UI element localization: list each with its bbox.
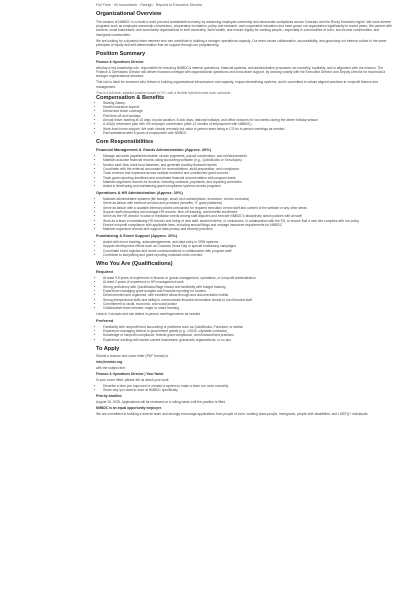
- list-item: • Starting Salary:: [103, 101, 392, 105]
- list-item: • Knowledge of nonprofit compliance, federal grant compliance, and financial best practices: [103, 333, 392, 337]
- list-item: • Serve as the HR director in case of mediation needs among staff disputes and execute NMBDC's disciplinary action policies with all staff: [103, 214, 392, 218]
- list-item: • Work-from-home support. We work closely remotely but value in-person team being in CO for in-person meetings as needed.: [103, 127, 392, 131]
- list-item: • Experience managing federal or government grants (e.g., USDA, city/state contracts): [103, 329, 392, 333]
- financial-list: [96, 154, 392, 189]
- list-item: • At least 2 years of experience in HR management work: [103, 280, 392, 284]
- apply-email-link[interactable]: info@nmbdc.org: [96, 360, 123, 365]
- list-item: • Health insurance stipend: [103, 105, 392, 109]
- apply-list: [96, 384, 392, 393]
- compensation-heading: Compensation & Benefits: [96, 94, 165, 101]
- list-item: • Experience working with worker-owned businesses, grassroots organizations, or co-ops: [103, 338, 392, 342]
- required-list: [96, 276, 392, 311]
- list-item: • At least 3-5 years of experience in finance or grants management, operations, or nonprofit administration: [103, 276, 392, 280]
- job-meta-line: Full Time · 40 hours/week · Raleigh · Reports to Executive Director: [96, 3, 203, 7]
- list-item: • Annual leave: starting at 15 days of paid vacation, 8 sick days, national holidays, and office closures for two weeks during the winter holiday season: [103, 118, 392, 122]
- list-item: • Ensure nonprofit compliance with applicable laws, including annual filings and manage insurance requirements for NMBDC: [103, 223, 392, 227]
- list-item: • Contribute to storytelling and grant reporting materials when needed: [103, 253, 392, 257]
- apply-line-2: with the subject line:: [96, 366, 126, 371]
- apply-line-3: In your cover letter, please tell us about your work: [96, 378, 169, 383]
- list-item: • Paid time off and holidays: [103, 114, 392, 118]
- list-item: • Paid sabbatical after 6 years of employment with NMBDC: [103, 131, 392, 135]
- list-item: • Track revenue and expenses across multiple restricted and unrestricted grant sources: [103, 171, 392, 175]
- org-paragraph-1: The mission of NMBDC is to build a more just and sustainable economy by advancing employee ownership and democratic workplaces across Colorado and the Rocky Mountain region. We have diverse programs such as employee ownership conversions, cooperative incubation, policy and research, and cooperative education and have grown our organization significantly in recent years. We partner with workers, small businesses, and community organizations to shift ownership, build wealth, and ensure dignity for working people—especially in communities of color, low-income communities, and immigrant communities.: [96, 19, 392, 37]
- comp-heading-wrap: [96, 91, 392, 101]
- to-apply-heading: To Apply: [96, 346, 120, 353]
- priority-deadline-text: August 15, 2025. Applications will be reviewed on a rolling basis until the position is filled.: [96, 400, 226, 405]
- position-paragraph-2: This role is ideal for someone who thrives in building organizational infrastructure and capacity, enjoys streamlining systems, and is committed to values aligned practices in nonprofit finance and management.: [96, 80, 378, 89]
- list-item: • Assist with donor tracking, acknowledgements, and data entry in CRM systems: [103, 240, 392, 244]
- list-item: • Monitor cash flow, track fund balances, and generate monthly financial reports: [103, 163, 392, 167]
- preferred-heading: Preferred: [96, 317, 114, 323]
- apply-subject: Finance & Operations Director | Your Name: [96, 372, 164, 377]
- eoe-label: NMBDC is an equal opportunity employer.: [96, 406, 162, 411]
- list-item: • Familiarity with nonprofit fund accounting or platforms such as QuickBooks, Foundant, or similar: [103, 325, 392, 329]
- position-paragraph-1: will play a key leadership role, responsible for ensuring NMBDC's internal operations, financial systems, and administrative processes run smoothly, equitably, and in alignment with our mission. The Finance & Operations Director will deliver financial oversight with organizational operations and cross-team support, by working closely with the Executive Director and Deputy Director for lead build a stronger organizational structure.: [96, 65, 386, 79]
- list-item: • A 401(k) retirement plan with 4% employer contribution (after 12 months of employment with NMBDC): [103, 122, 392, 126]
- list-item: • Assist in developing and maintaining grant compliance systems across programs: [103, 184, 392, 188]
- operations-list: [96, 197, 392, 232]
- org-overview-heading: Organizational Overview: [96, 11, 162, 18]
- position-title: Finance & Operations Director: [96, 59, 144, 64]
- position-summary-heading: Position Summary: [96, 51, 146, 58]
- org-paragraph-2: We are looking for a dynamic team member who can contribute to building a stronger operational capacity. Our team values collaboration, accountability, and grounding our internal culture in the same principles of equity and self-determination that we support through our programming.: [96, 38, 387, 48]
- list-item: • Experience managing grant budgets and financial reporting for funders: [103, 289, 392, 293]
- list-item: • Support staff onboarding and manage HR records, time-off tracking, and benefits enrollment: [103, 210, 392, 214]
- required-note: Lives in Colorado and can attend in-person meetings/events as needed: [96, 312, 201, 317]
- operations-hr-heading: Operations & HR Administration (Approx. 30%): [96, 190, 183, 196]
- apply-line-1: Submit a resume and cover letter (PDF format) to: [96, 354, 169, 359]
- compensation-list: [96, 101, 392, 136]
- fundraising-heading: Fundraising & Event Support (Approx. 20%): [96, 233, 178, 239]
- list-item: • Support development efforts such as Colorado Gives Day or special fundraising campaigns: [103, 244, 392, 248]
- list-item: • Coordinate with the external accountant for reconciliations, audit preparation, and compliance: [103, 167, 392, 171]
- eoe-text: We are committed to building a diverse team and strongly encourage applications from people of color, working class people, immigrants, people with disabilities, and LGBTQ+ individuals.: [96, 412, 369, 417]
- position-note: This is a full-time, salaried position based in CO, with a flexible hybrid/remote work schedule.: [96, 90, 232, 95]
- list-item: • Detail-oriented and organized, with excellent follow-through and documentation habits: [103, 293, 392, 297]
- list-item: • Maintain administrative systems (file storage, email, tech subscriptions, insurance, vendor contracts): [103, 197, 392, 201]
- core-responsibilities-heading: Core Responsibilities: [96, 139, 154, 146]
- fundraising-list: [96, 240, 392, 257]
- financial-management-heading: Financial Management & Grants Administration (Approx. 40%): [96, 147, 211, 153]
- list-item: • Manage accounts payable/receivable, vendor payments, payroll coordination, and reimbursements: [103, 154, 392, 158]
- list-item: • Track grant reporting deadlines and coordinate financial documentation with program leads: [103, 176, 392, 180]
- list-item: • Serve as liaison with external vendors and providers (benefits, IT, grant platforms): [103, 201, 392, 205]
- list-item: • Share why you want to work at NMBDC specifically: [103, 388, 392, 392]
- list-item: • Serve as liaison with a scalable internal policies onboarded for required execution of new staff and content of the website or any other areas: [103, 206, 392, 210]
- preferred-list: [96, 325, 392, 342]
- list-item: • Commitment to racial, economic, and social justice: [103, 302, 392, 306]
- list-item: • Strong proficiency with QuickBooks/Sage Intacct and familiarity with budget tracking: [103, 285, 392, 289]
- list-item: • Maintain organized records for funders, including contracts, payments, and reporting schedules: [103, 180, 392, 184]
- qualifications-heading: Who You Are (Qualifications): [96, 261, 173, 268]
- required-heading: Required: [96, 269, 113, 275]
- list-item: • Coordinate event logistics and donor communications in collaboration with program staff: [103, 249, 392, 253]
- list-item: • Dental and vision coverage: [103, 109, 392, 113]
- list-item: • Maintain accurate financial records using accounting software (e.g., QuickBooks or Xero/Aplos): [103, 158, 392, 162]
- priority-deadline-label: Priority deadline: [96, 394, 122, 399]
- list-item: • Maintain organized records and support data privacy and security practices: [103, 227, 392, 231]
- list-item: • Work as a team in maintaining HR records and hiring of new staff, student interns, or contractors, in collaboration with the ED, to ensure that a new hire complies with our policy: [103, 219, 392, 223]
- list-item: • Describe a time you improved or created a system to make a team run more smoothly: [103, 384, 392, 388]
- list-item: • Strong interpersonal skills and ability to communicate financial information clearly to non-financial staff: [103, 298, 392, 302]
- list-item: • Collaborative team member, eager to share learning: [103, 306, 392, 310]
